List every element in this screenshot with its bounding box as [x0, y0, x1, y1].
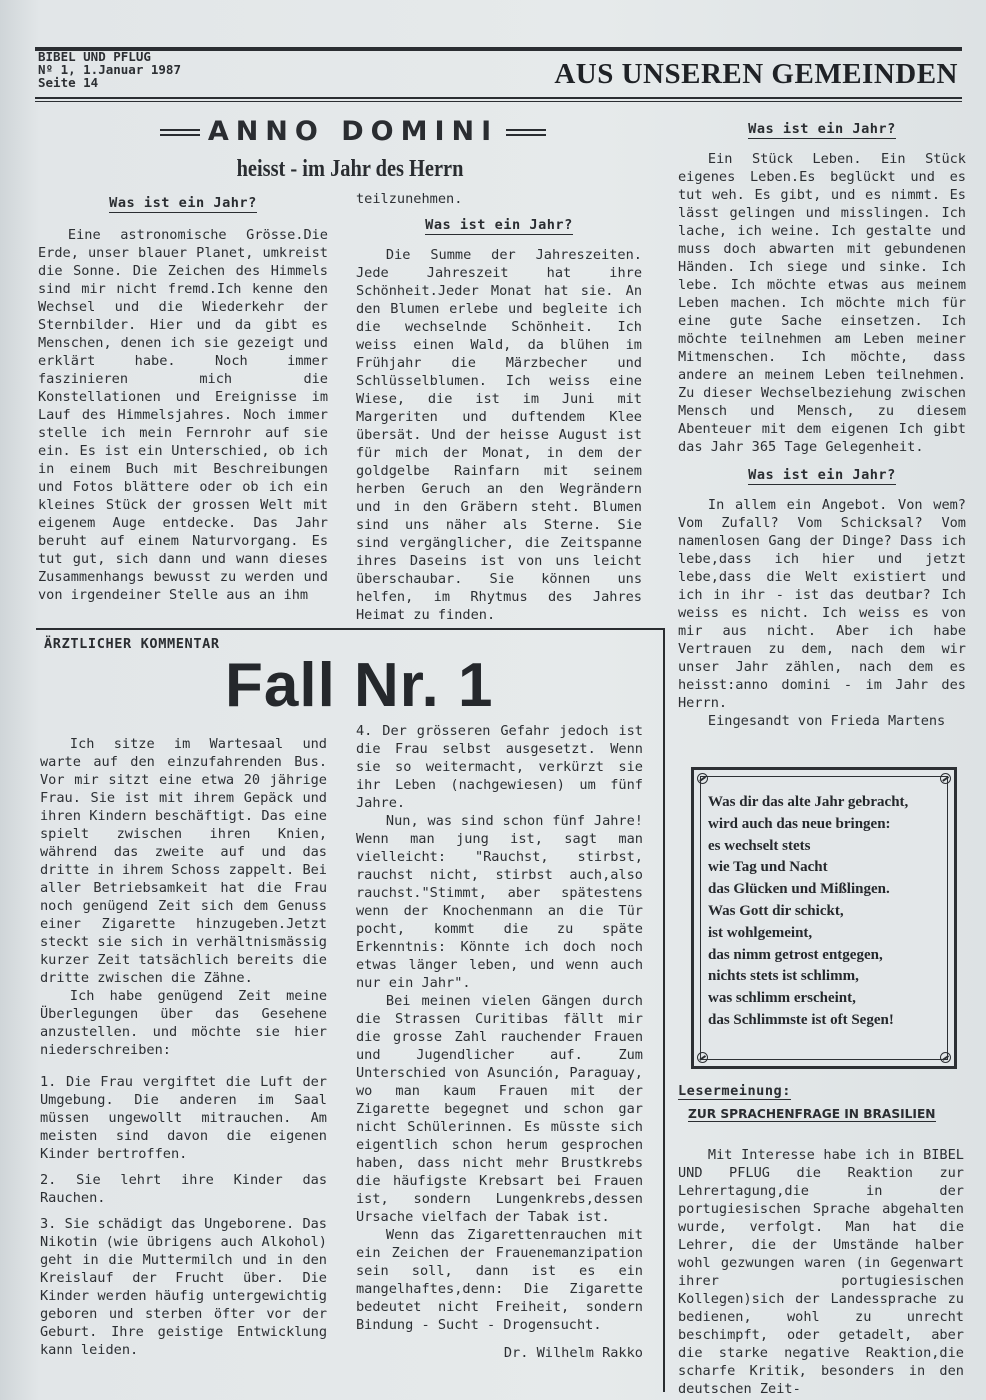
- article1-col3-paragraph-2: In allem ein Angebot. Von wem? Vom Zufall? Vom Schicksal? Vom namenlosen Gang der Dinge? Dass ich lebe,dass ich hier und jetzt lebe,dass die Welt existiert und ich in ihr - ist das deutbar? Ich weiss es nicht. Ich weiss es von mir aus nicht. Aber ich habe Vertrauen zu dem, nach dem wir unser Jahr zählen, nach dem es heisst:anno domini - im Jahr des Herrn.: [678, 497, 966, 711]
- poem-line: ist wohlgemeint,: [708, 924, 813, 941]
- article2-column-1: [40, 735, 327, 1359]
- article-subtitle: heisst - im Jahr des Herrn: [236, 156, 464, 182]
- corner-ornament-icon: [940, 773, 951, 784]
- poem-line: Was dir das alte Jahr gebracht,: [708, 794, 909, 810]
- header-rule-bottom-thin: [35, 101, 962, 102]
- reader-opinion-title: [688, 1107, 936, 1121]
- publication-name: BIBEL UND PFLUG: [38, 49, 151, 64]
- article2-paragraph: Bei meinen vielen Gängen durch die Strassen Curitibas fällt mir die grosse Zahl rauchender Frauen und Jugendlicher auf. Zum Unterschied von Asunción, Paraguay, wo man kaum Frauen mit der Zigarette begegnet und schon gar nicht Schülerinnen. Es müsste sich eigentlich schon herum gesprochen haben, dass nicht mehr Brustkrebs die häufigste Krebsart bei Frauen ist, sondern Lungenkrebs,dessen Ursache vielfach der Tabak ist.: [356, 993, 643, 1225]
- section-title: AUS UNSEREN GEMEINDEN: [554, 58, 958, 90]
- column-heading: [678, 120, 966, 138]
- article1-author: Eingesandt von Frieda Martens: [707, 713, 946, 729]
- medical-comment-label: ÄRZTLICHER KOMMENTAR: [44, 636, 220, 652]
- corner-ornament-icon: [697, 1052, 708, 1063]
- poem-line: was schlimm erscheint,: [708, 990, 856, 1007]
- reader-opinion-paragraph: Mit Interesse habe ich in BIBEL UND PFLUG die Reaktion zur Lehrertagung,die in der portugiesischen Sprache abgehalten wurde, verfolgt. Man hat die Lehrer, die der Umstände halber wohl gezwungen waren (in Gegenwart ihrer portugiesischen Kollegen)sich der Landessprache zu bedienen, wohl zu unrecht beschimpft, oder getadelt, aber die starke negative Reaktion,die scharfe Kritik, besonders in den deutschen Zeit-: [678, 1147, 964, 1397]
- article1-column-2: [356, 190, 642, 624]
- article1-col3-paragraph-1: Ein Stück Leben. Ein Stück eigenes Leben.Es beglückt und es tut weh. Es gibt, und es nimmt. Es lässt gelingen und misslingen. Ich lache, ich weine. Ich gestalte und muss doch abwarten mit gebundenen Händen. Ich siege und sinke. Ich lebe. Ich möchte etwas aus meinem Leben machen. Ich möchte mich für eine gute Sache einsetzen. Ich möchte teilnehmen am Leben meiner Mitmenschen. Ich möchte, dass andere an meinem Leben teilnehmen. Zu dieser Wechselbeziehung zwischen Mensch und Mensch, zu diesem Abenteuer mit dem eigenen Ich gibt das Jahr 365 Tage Gelegenheit.: [678, 151, 966, 455]
- article2-column-2: [356, 722, 643, 1362]
- article2-author: Dr. Wilhelm Rakko: [503, 1345, 643, 1361]
- corner-ornament-icon: [940, 1052, 951, 1063]
- article2-list-item: 2. Sie lehrt ihre Kinder das Rauchen.: [40, 1172, 327, 1206]
- poem-line: wird auch das neue bringen:: [708, 815, 891, 832]
- poem-line: nichts stets ist schlimm,: [708, 968, 859, 985]
- article2-list-item: 4. Der grösseren Gefahr jedoch ist die Frau selbst ausgesetzt. Wenn sie so weitermacht, verkürzt sie ihr Leben (nachgewiesen) um fünf Jahre.: [356, 723, 643, 811]
- column-heading-text: Was ist ein Jahr?: [748, 467, 896, 483]
- column-heading-text: Was ist ein Jahr?: [748, 121, 896, 137]
- article2-list-item: 1. Die Frau vergiftet die Luft der Umgebung. Die anderen im Saal müssen ungewollt mitrauchen. Am meisten sind davon die eigenen Kinder bertroffen.: [40, 1074, 327, 1162]
- medical-comment-title: Fall Nr. 1: [225, 651, 494, 720]
- title-dash-left: [160, 129, 200, 136]
- poem-box: [691, 767, 957, 1069]
- article-title-text: ANNO DOMINI: [207, 116, 499, 147]
- corner-ornament-icon: [697, 773, 708, 784]
- article2-paragraph: Nun, was sind schon fünf Jahre! Wenn man jung ist, sagt man vielleicht: "Rauchst, stirbst, rauchst nicht, stirbst auch,also rauchst."Stimmt, aber spätestens wenn der Knochenmann an die Tür pocht, kommt die zu späte Erkenntnis: Könnte ich doch noch etwas länger leben, und wenn auch nur ein Jahr".: [356, 813, 643, 991]
- column-heading-text: Was ist ein Jahr?: [425, 217, 573, 233]
- poem-line: das nimm getrost entgegen,: [708, 946, 883, 963]
- article-title: [118, 116, 588, 147]
- header-meta: [38, 50, 181, 89]
- column-heading: [38, 194, 328, 212]
- article1-column-3: [678, 120, 966, 730]
- article1-col2-paragraph: Die Summe der Jahreszeiten. Jede Jahreszeit hat ihre Schönheit.Jeder Monat hat sie. An den Blumen erlebe und begleite ich die wechselnde Schönheit. Ich weiss einen Wald, da blühen im Frühjahr die Märzbecher und Schlüsselblumen. Ich weiss eine Wiese, die ist im Juni mit Margeriten und duftendem Klee übersät. Und der heisse August ist für mich der Monat, in dem der goldgelbe Rainfarn mit seinem herben Geruch an den Wegrändern und in den Gräbern steht. Blumen sind uns näher als Sterne. Sie sind vergänglicher, die Zeitspanne ihres Daseins ist von uns leicht überschaubar. Sie können uns helfen, im Rhytmus des Jahres Heimat zu finden.: [356, 247, 642, 623]
- poem-text: [708, 792, 948, 1032]
- column-heading: [356, 216, 642, 234]
- reader-opinion-title-text: ZUR SPRACHENFRAGE IN BRASILIEN: [688, 1107, 936, 1121]
- page-number: Seite 14: [38, 75, 99, 90]
- title-dash-right: [506, 129, 546, 136]
- header-rule-bottom: [35, 97, 962, 99]
- article1-col2-continuation: teilzunehmen.: [356, 191, 463, 207]
- article1-col1-paragraph: Eine astronomische Grösse.Die Erde, unser blauer Planet, umkreist die Sonne. Die Zeichen des Himmels sind mir nicht fremd.Ich kenne den Wechsel und die Wiederkehr der Sternbilder. Hier und da gibt es Menschen, denen ich sie gezeigt und erklärt habe. Noch immer faszinieren mich die Konstellationen und Ereignisse im Lauf des Himmelsjahres. Noch immer stelle ich mein Fernrohr auf sie ein. Es ist ein Unterschied, ob ich in einem Buch mit Beschreibungen und Fotos blättere oder ob ich ein kleines Stück der grossen Welt mit eigenem Auge entdecke. Das Jahr beruht auf einem Naturvorgang. Es tut gut, sich dann und wann dieses Zusammenhangs bewusst zu werden und von irgendeiner Stelle aus an ihm: [38, 227, 328, 603]
- poem-line: das Glücken und Mißlingen.: [708, 881, 890, 898]
- poem-line: wie Tag und Nacht: [708, 859, 828, 876]
- article2-paragraph: Ich habe genügend Zeit meine Überlegungen über das Gesehene anzustellen. und möchte sie hier niederschreiben:: [40, 988, 327, 1058]
- poem-line: Was Gott dir schickt,: [708, 902, 844, 919]
- reader-opinion-column: [678, 1146, 964, 1398]
- issue-date: Nº 1, 1.Januar 1987: [38, 62, 181, 77]
- reader-opinion-label: [678, 1083, 791, 1099]
- column-heading: [678, 466, 966, 484]
- article1-column-1: [38, 194, 328, 604]
- reader-opinion-label-text: Lesermeinung:: [678, 1083, 791, 1099]
- article2-paragraph: Ich sitze im Wartesaal und warte auf den einzufahrenden Bus. Vor mir sitzt eine etwa 20 jährige Frau. Sie ist mit ihrem Gepäck und ihren Kindern beschäftigt. Das eine spielt zwischen ihren Knien, während das zweite auf und das dritte in ihrem Schoss zappelt. Bei aller Betriebsamkeit hat die Frau noch genügend Zeit sich dem Genuss einer Zigarette hinzugeben.Jetzt steckt sie sich in verhältnismässig kurzer Zeit tatsächlich bereits die dritte zwischen die Zähne.: [40, 736, 327, 986]
- poem-line: es wechselt stets: [708, 837, 811, 854]
- article2-list-item: 3. Sie schädigt das Ungeborene. Das Nikotin (wie übrigens auch Alkohol) geht in die Muttermilch und in den Kreislauf der Frucht über. Die Kinder werden häufig untergewichtig geboren und sterben öfter vor der Geburt. Ihre geistige Entwicklung kann leiden.: [40, 1216, 327, 1358]
- article2-paragraph: Wenn das Zigarettenrauchen mit ein Zeichen der Frauenemanzipation sein soll, dann ist es ein mangelhaftes,denn: Die Zigarette bedeutet nicht Freiheit, sondern Bindung - Sucht - Drogensucht.: [356, 1227, 643, 1333]
- poem-line: das Schlimmste ist oft Segen!: [708, 1011, 894, 1028]
- column-heading-text: Was ist ein Jahr?: [109, 195, 257, 211]
